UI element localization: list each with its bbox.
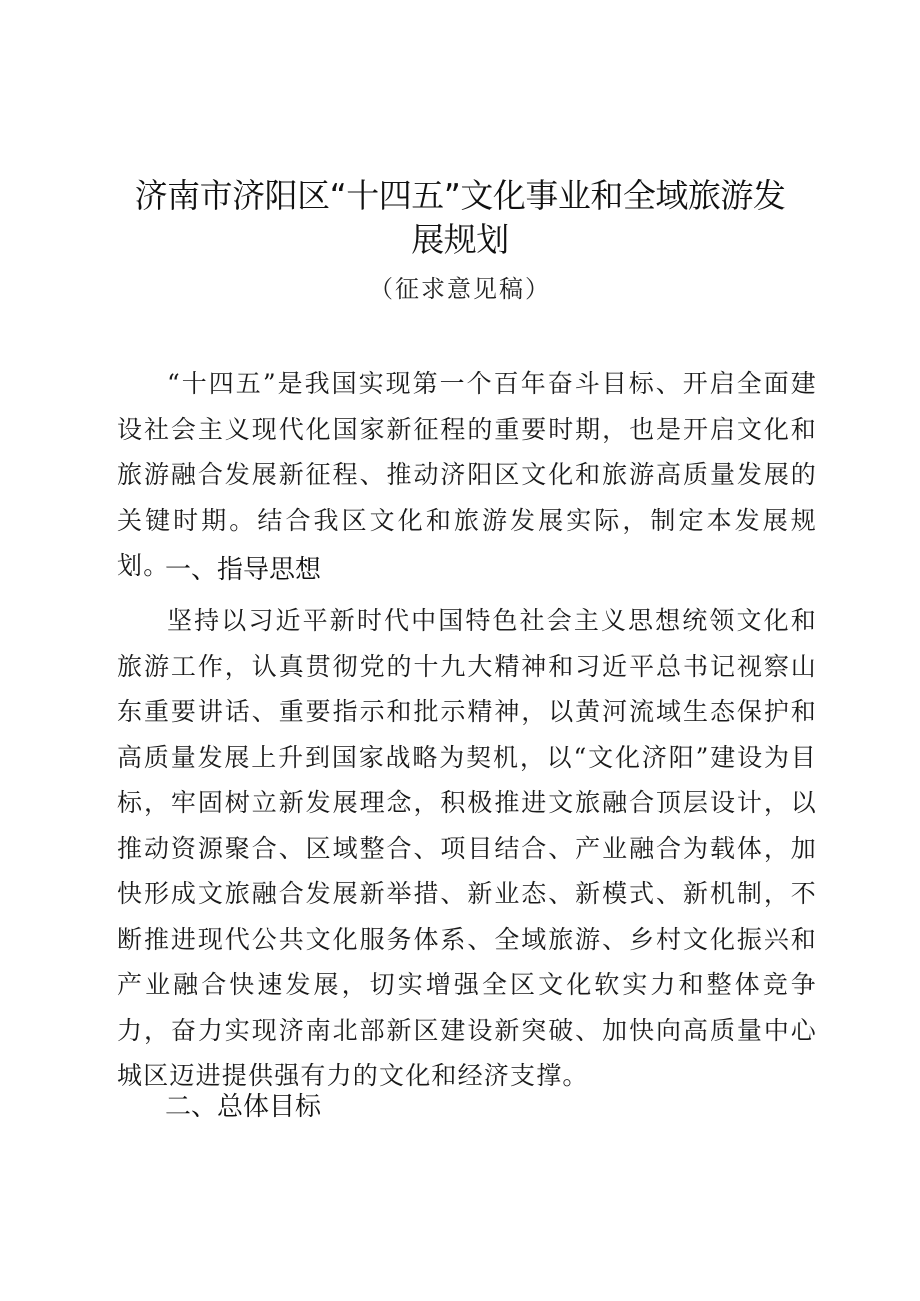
document-subtitle: （征求意见稿） [369,275,551,303]
section-heading-overall-goals: 二、总体目标 [165,1092,322,1122]
intro-paragraph: “十四五”是我国实现第一个百年奋斗目标、开启全面建设社会主义现代化国家新征程的重要时期，也是开启文化和旅游融合发展新征程、推动济阳区文化和旅游高质量发展的关键时期。结合我区文化和旅游发展实际，制定本发展规划。 [117,369,817,580]
guiding-thought-paragraph: 坚持以习近平新时代中国特色社会主义思想统领文化和旅游工作，认真贯彻党的十九大精神和习近平总书记视察山东重要讲话、重要指示和批示精神，以黄河流域生态保护和高质量发展上升到国家战略为契机，以“文化济阳”建设为目标，牢固树立新发展理念，积极推进文旅融合顶层设计，以推动资源聚合、区域整合、项目结合、产业融合为载体，加快形成文旅融合发展新举措、新业态、新模式、新机制，不断推进现代公共文化服务体系、全域旅游、乡村文化振兴和产业融合快速发展，切实增强全区文化软实力和整体竞争力，奋力实现济南北部新区建设新突破、加快向高质量中心城区迈进提供强有力的文化和经济支撑。 [117,606,817,1090]
document-title-line-2: 展规划 [411,220,509,259]
section-heading-guiding-thought: 一、指导思想 [165,555,322,585]
document-title-line-1: 济南市济阳区“十四五”文化事业和全域旅游发 [134,176,786,215]
